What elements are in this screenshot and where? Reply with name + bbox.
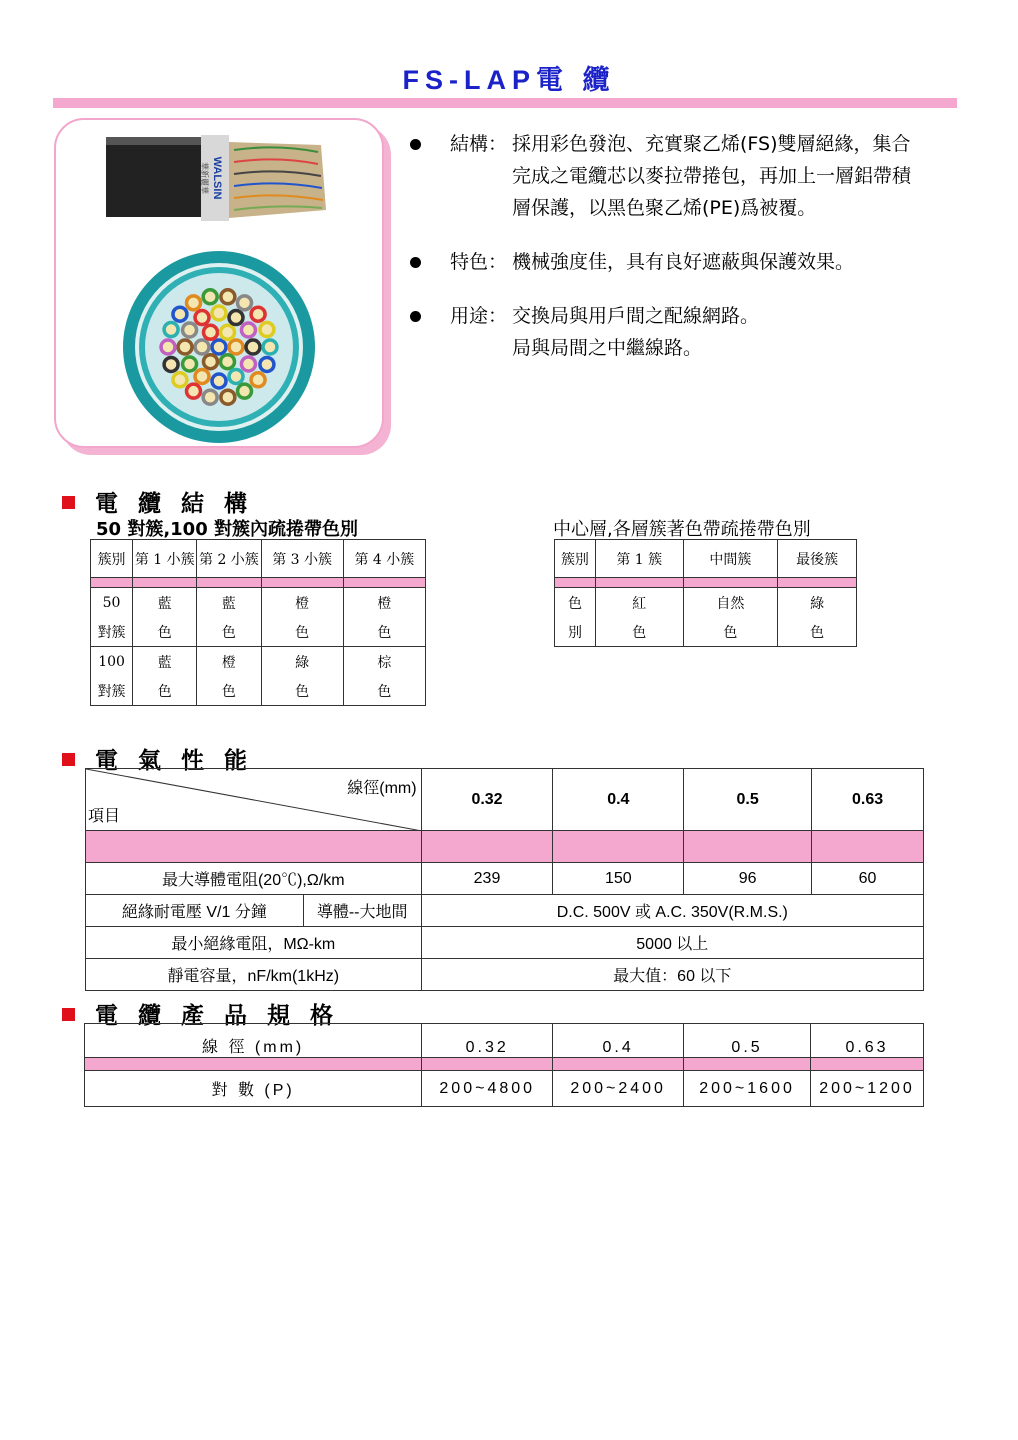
title-divider bbox=[53, 98, 957, 108]
core-ring bbox=[221, 355, 235, 369]
core-ring bbox=[260, 323, 274, 337]
core-ring bbox=[241, 357, 255, 371]
core-ring bbox=[246, 340, 260, 354]
core-ring bbox=[238, 296, 252, 310]
left-table-caption: 50 對簇,100 對簇內疏捲帶色別 bbox=[96, 519, 358, 540]
core-ring bbox=[221, 390, 235, 404]
core-ring bbox=[183, 323, 197, 337]
cable-jacket bbox=[106, 137, 206, 217]
section-heading-electrical: 電 氣 性 能 bbox=[62, 742, 253, 775]
bullet-dot-icon bbox=[410, 257, 421, 268]
section-heading-structure: 電 纜 結 構 bbox=[62, 485, 253, 518]
core-ring bbox=[241, 323, 255, 337]
core-ring bbox=[173, 373, 187, 387]
core-ring bbox=[204, 325, 218, 339]
core-ring bbox=[164, 323, 178, 337]
core-ring bbox=[229, 340, 243, 354]
core-ring bbox=[164, 357, 178, 371]
square-bullet-icon bbox=[62, 1008, 75, 1021]
core-ring bbox=[203, 390, 217, 404]
core-ring bbox=[229, 311, 243, 325]
bullet-dot-icon bbox=[410, 311, 421, 322]
bullet-dot-icon bbox=[410, 139, 421, 150]
page-title: FS-LAP電 纜 bbox=[402, 65, 616, 95]
layer-color-table: 簇別 第 1 簇 中間簇 最後簇 色 紅 自然 綠 別 色 色 色 bbox=[554, 539, 857, 647]
core-ring bbox=[238, 384, 252, 398]
core-ring bbox=[212, 306, 226, 320]
svg-text:華新麗華: 華新麗華 bbox=[200, 162, 209, 194]
core-ring bbox=[195, 369, 209, 383]
product-photo-frame bbox=[54, 118, 384, 448]
diagonal-header-cell: 線徑(mm) 項目 bbox=[86, 769, 422, 831]
square-bullet-icon bbox=[62, 753, 75, 766]
bullet-structure: 結構： 採用彩色發泡、充實聚乙烯(FS)雙層絕緣，集合 完成之電纜芯以麥拉帶捲包，再加上一層鋁帶積 層保護，以黑色聚乙烯(PE)爲被覆。 bbox=[410, 128, 970, 224]
product-spec-table: 線 徑 (mm) 0.32 0.4 0.5 0.63 對 數 (P) 200~4800 200~2400 200~1600 200~1200 bbox=[84, 1023, 924, 1107]
electrical-table: 線徑(mm) 項目 0.32 0.4 0.5 0.63 最大導體電阻(20℃),Ω/km 239 150 96 60 絕緣耐電壓 V/1 分鐘 導體--大地間 D.C. 500V 或 A.C. 350V(R.M.S.) 最小絕緣電阻，MΩ-km 5000 以上 靜電容量，nF/km(1kHz) 最大值：60 以下 bbox=[85, 768, 924, 991]
core-ring bbox=[251, 307, 265, 321]
bullet-usage: 用途： 交換局與用戶間之配線網路。 局與局間之中繼線路。 bbox=[410, 300, 970, 364]
core-ring bbox=[173, 307, 187, 321]
brand-logo: WALSIN bbox=[211, 156, 223, 200]
core-ring bbox=[251, 373, 265, 387]
core-ring bbox=[187, 384, 201, 398]
feature-list bbox=[410, 128, 970, 386]
right-table-caption: 中心層,各層簇著色帶疏捲帶色別 bbox=[553, 519, 811, 540]
section-heading-spec: 電 纜 產 品 規 格 bbox=[62, 997, 339, 1030]
core-ring bbox=[263, 340, 277, 354]
bundle-color-table: 簇別 第 1 小簇 第 2 小簇 第 3 小簇 第 4 小簇 50 藍 藍 橙 橙 對簇 色 色 色 色 100 藍 橙 綠 棕 對簇 色 色 色 色 bbox=[90, 539, 426, 706]
core-ring bbox=[229, 369, 243, 383]
core-ring bbox=[221, 290, 235, 304]
square-bullet-icon bbox=[62, 496, 75, 509]
bullet-feature: 特色： 機械強度佳，具有良好遮蔽與保護效果。 bbox=[410, 246, 970, 278]
core-ring bbox=[161, 340, 175, 354]
core-ring bbox=[212, 340, 226, 354]
core-ring bbox=[195, 311, 209, 325]
core-ring bbox=[183, 357, 197, 371]
core-ring bbox=[221, 325, 235, 339]
core-ring bbox=[187, 296, 201, 310]
core-ring bbox=[203, 290, 217, 304]
core-ring bbox=[195, 340, 209, 354]
core-ring bbox=[204, 355, 218, 369]
cable-illustration bbox=[56, 120, 382, 446]
core-ring bbox=[212, 374, 226, 388]
core-ring bbox=[260, 357, 274, 371]
cross-section-cores bbox=[161, 290, 277, 404]
core-ring bbox=[178, 340, 192, 354]
